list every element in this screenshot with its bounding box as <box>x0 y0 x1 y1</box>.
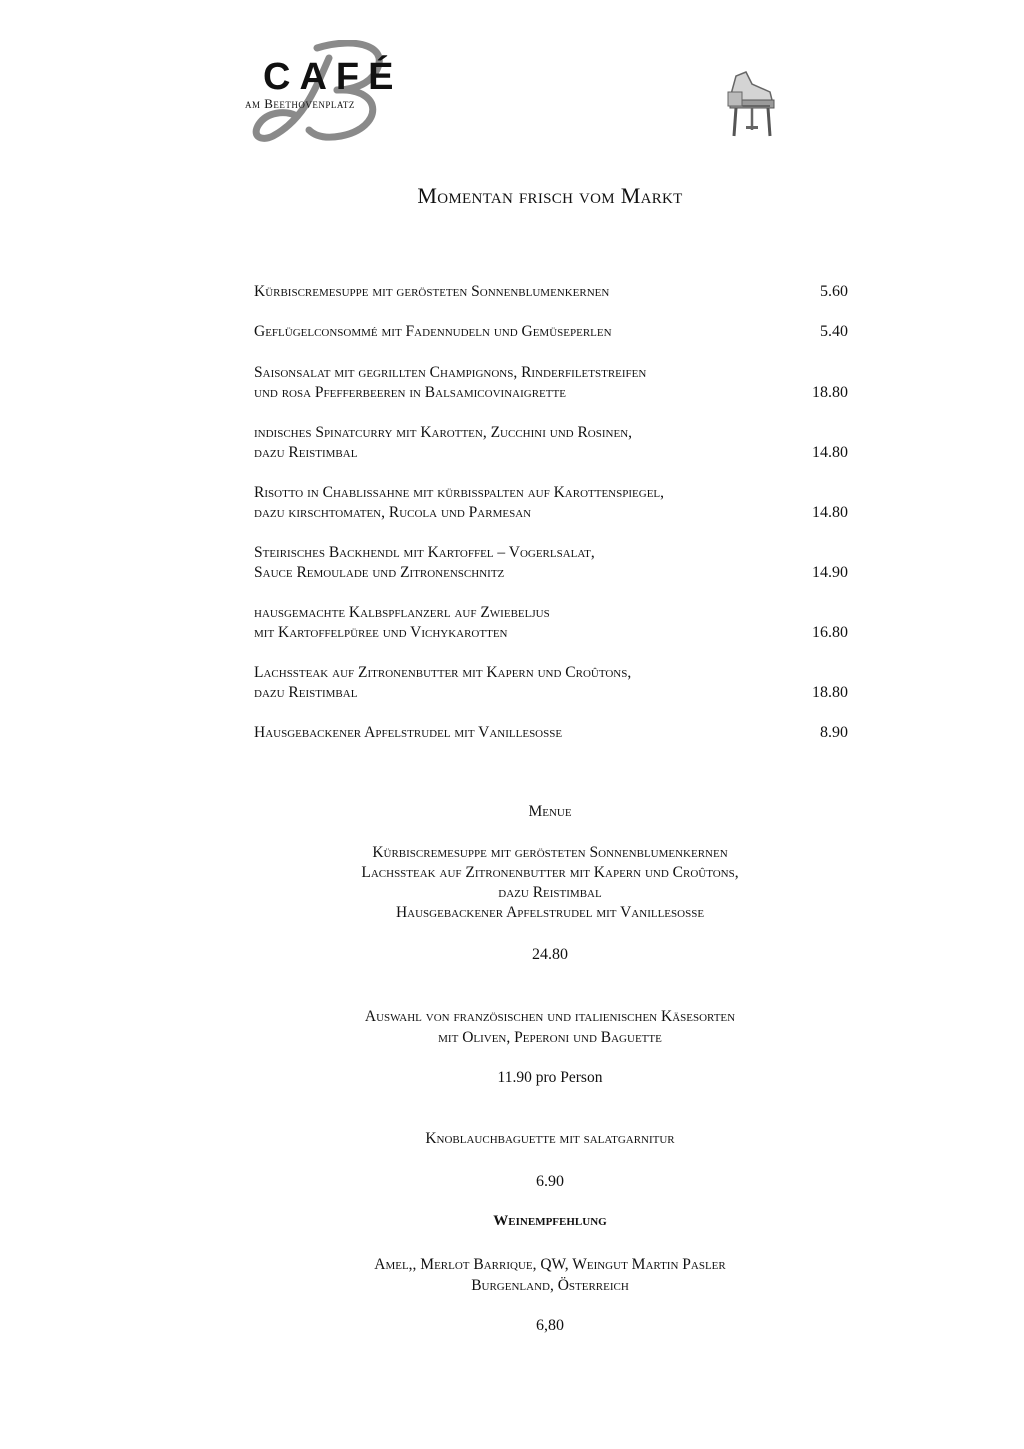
menu-course-line: Hausgebackener Apfelstrudel mit Vanillesoße <box>395 904 705 921</box>
grand-piano-icon <box>722 70 778 145</box>
dish-item <box>254 603 848 643</box>
dish-item <box>254 483 848 523</box>
dish-price: 14.80 <box>812 444 848 461</box>
dish-line: dazu Reistimbal <box>254 444 358 461</box>
menu-course-line: dazu Reistimbal <box>498 884 602 901</box>
cheese-price: 11.90 pro Person <box>497 1069 603 1086</box>
dish-price: 14.80 <box>812 504 848 521</box>
dish-line: mit Kartoffelpüree und Vichykarotten <box>254 624 508 641</box>
dish-line: Geflügelconsommé mit Fadennudeln und Gemüseperlen <box>254 323 612 340</box>
dish-line: Sauce Remoulade und Zitronenschnitz <box>254 564 505 581</box>
menu-course-line: Kürbiscremesuppe mit gerösteten Sonnenblumenkernen <box>372 844 728 861</box>
dish-price: 5.40 <box>820 323 848 340</box>
dish-price: 8.90 <box>820 724 848 741</box>
dish-line: Kürbiscremesuppe mit gerösteten Sonnenblumenkernen <box>254 283 610 300</box>
dish-line: Lachssteak auf Zitronenbutter mit Kapern und Croûtons, <box>254 664 632 681</box>
menu-course-line: Lachssteak auf Zitronenbutter mit Kapern und Croûtons, <box>361 864 739 881</box>
dish-item <box>254 423 848 463</box>
dish-line: dazu Reistimbal <box>254 684 358 701</box>
cheese-description <box>0 1006 1024 1048</box>
dish-price: 5.60 <box>820 283 848 300</box>
dish-line: und rosa Pfefferbeeren in Balsamicovinaigrette <box>254 384 566 401</box>
dish-price: 16.80 <box>812 624 848 641</box>
dish-line: Hausgebackener Apfelstrudel mit Vanillesoße <box>254 724 563 741</box>
page-title: Momentan frisch vom Markt <box>417 183 683 208</box>
dish-item <box>254 322 848 342</box>
dish-item <box>254 723 848 743</box>
logo-cafe-text: CAFÉ <box>263 56 403 98</box>
dish-line: Steirisches Backhendl mit Kartoffel – Vogerlsalat, <box>254 544 595 561</box>
wine-description <box>0 1254 1024 1296</box>
menu-price: 24.80 <box>532 946 568 963</box>
logo-subtitle: am Beethovenplatz <box>245 96 355 111</box>
dish-price: 14.90 <box>812 564 848 581</box>
cheese-line: mit Oliven, Peperoni und Baguette <box>438 1029 662 1046</box>
dish-item <box>254 363 848 403</box>
dish-line: dazu kirschtomaten, Rucola und Parmesan <box>254 504 532 521</box>
dish-line: hausgemachte Kalbspflanzerl auf Zwiebeljus <box>254 604 550 621</box>
garlic-baguette-description: Knoblauchbaguette mit salatgarnitur <box>425 1130 675 1147</box>
garlic-baguette-price: 6.90 <box>536 1173 564 1190</box>
dish-line: Risotto in Chablissahne mit kürbisspalten auf Karottenspiegel, <box>254 484 665 501</box>
dish-item <box>254 663 848 703</box>
menu-courses <box>0 843 1024 923</box>
wine-price: 6,80 <box>536 1317 564 1334</box>
dish-line: Saisonsalat mit gegrillten Champignons, Rinderfiletstreifen <box>254 364 647 381</box>
wine-line: Amel,, Merlot Barrique, QW, Weingut Martin Pasler <box>374 1256 726 1273</box>
wine-line: Burgenland, Österreich <box>471 1277 629 1294</box>
dish-line: indisches Spinatcurry mit Karotten, Zucchini und Rosinen, <box>254 424 633 441</box>
dish-item <box>254 543 848 583</box>
cheese-line: Auswahl von französischen und italienischen Käsesorten <box>364 1008 736 1025</box>
wine-heading: Weinempfehlung <box>493 1213 607 1229</box>
dish-price: 18.80 <box>812 684 848 701</box>
dish-price: 18.80 <box>812 384 848 401</box>
cafe-logo <box>245 40 405 145</box>
dish-item <box>254 282 848 302</box>
menu-heading: Menue <box>528 803 572 820</box>
